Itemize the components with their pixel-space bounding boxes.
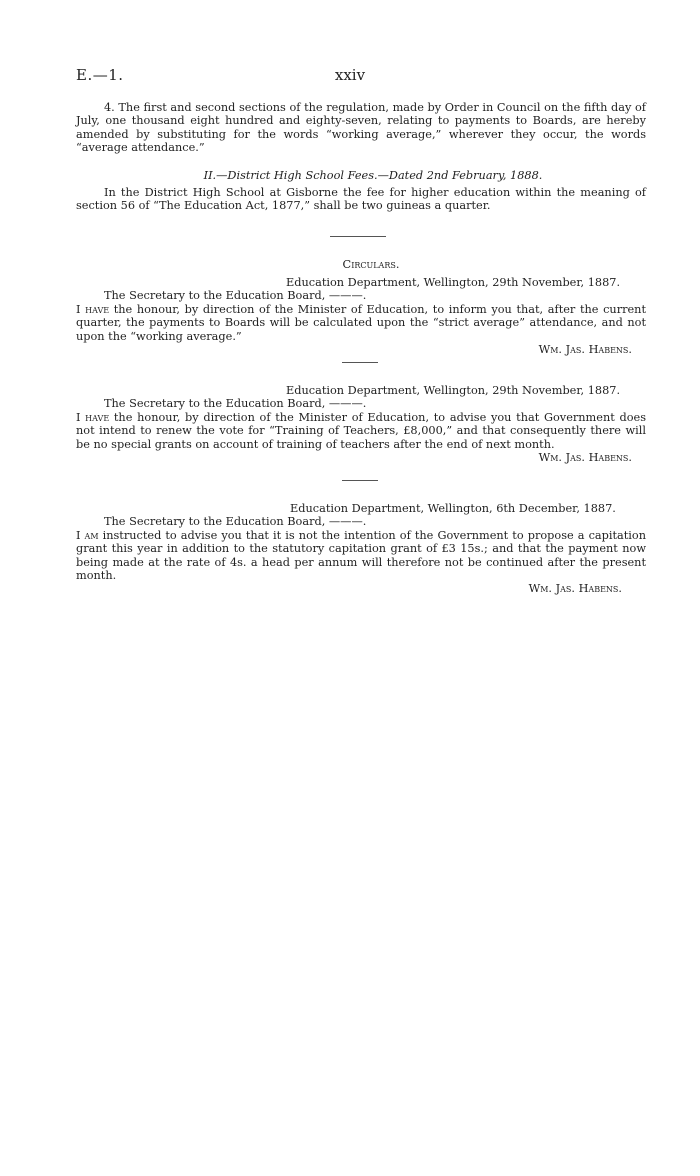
circular-signature: Wm. Jas. Habens. xyxy=(528,582,622,596)
circular-dateline: Education Department, Wellington, 6th December, 1887. xyxy=(290,502,616,515)
circular-1 xyxy=(76,276,646,356)
section-divider xyxy=(330,236,386,237)
circular-body xyxy=(76,411,646,451)
circular-3 xyxy=(76,502,646,596)
circular-text: the honour, by direction of the Minister of Education, to advise you that Government does not intend to renew the vote for “Training of Teachers, £8,000,” and that consequently there will be no special grants on account of training of teachers after the end of next month. xyxy=(76,410,647,451)
fees-paragraph: In the District High School at Gisborne the fee for higher education within the meaning of section 56 of “The Education Act, 1877,” shall be two guineas a quarter. xyxy=(76,186,646,213)
circular-lead: I am xyxy=(76,528,99,542)
section-heading: II.—District High School Fees.—Dated 2nd February, 1888. xyxy=(203,168,543,182)
circular-addressee: The Secretary to the Education Board, ———. xyxy=(104,289,367,303)
page-number: xxiv xyxy=(334,66,366,84)
circulars-title: Circulars. xyxy=(342,258,400,271)
circular-text: the honour, by direction of the Minister of Education, to inform you that, after the current quarter, the payments to Boards will be calculated upon the “strict average” attendance, and not upon the “working average.” xyxy=(76,302,646,343)
circular-lead: I have xyxy=(76,302,110,316)
circular-divider xyxy=(342,480,378,481)
circular-dateline: Education Department, Wellington, 29th November, 1887. xyxy=(286,384,621,397)
page-header-ref: E.—1. xyxy=(76,66,124,84)
circulars-title-block xyxy=(76,258,646,271)
circular-body xyxy=(76,529,646,583)
regulation-section xyxy=(76,101,646,213)
circular-signature: Wm. Jas. Habens. xyxy=(538,451,632,465)
circular-body xyxy=(76,303,646,343)
circular-text: instructed to advise you that it is not the intention of the Government to propose a capitation grant this year in addition to the statutory capitation grant of £3 15s.; and that the payment now being made at the rate of 4s. a head per annum will therefore not be continued after the present month. xyxy=(76,528,646,583)
circular-signature: Wm. Jas. Habens. xyxy=(538,343,632,357)
circular-dateline: Education Department, Wellington, 29th November, 1887. xyxy=(286,276,621,289)
circular-addressee: The Secretary to the Education Board, ———. xyxy=(104,397,367,411)
regulation-paragraph-4: 4. The first and second sections of the regulation, made by Order in Council on the fifth day of July, one thousand eight hundred and eighty-seven, relating to payments to Boards, are hereby amended by substituting for the words “working average,” wherever they occur, the words “average attendance.” xyxy=(76,101,646,155)
circular-2 xyxy=(76,384,646,464)
circular-lead: I have xyxy=(76,410,110,424)
circular-addressee: The Secretary to the Education Board, ———. xyxy=(104,515,367,529)
circular-divider xyxy=(342,362,378,363)
